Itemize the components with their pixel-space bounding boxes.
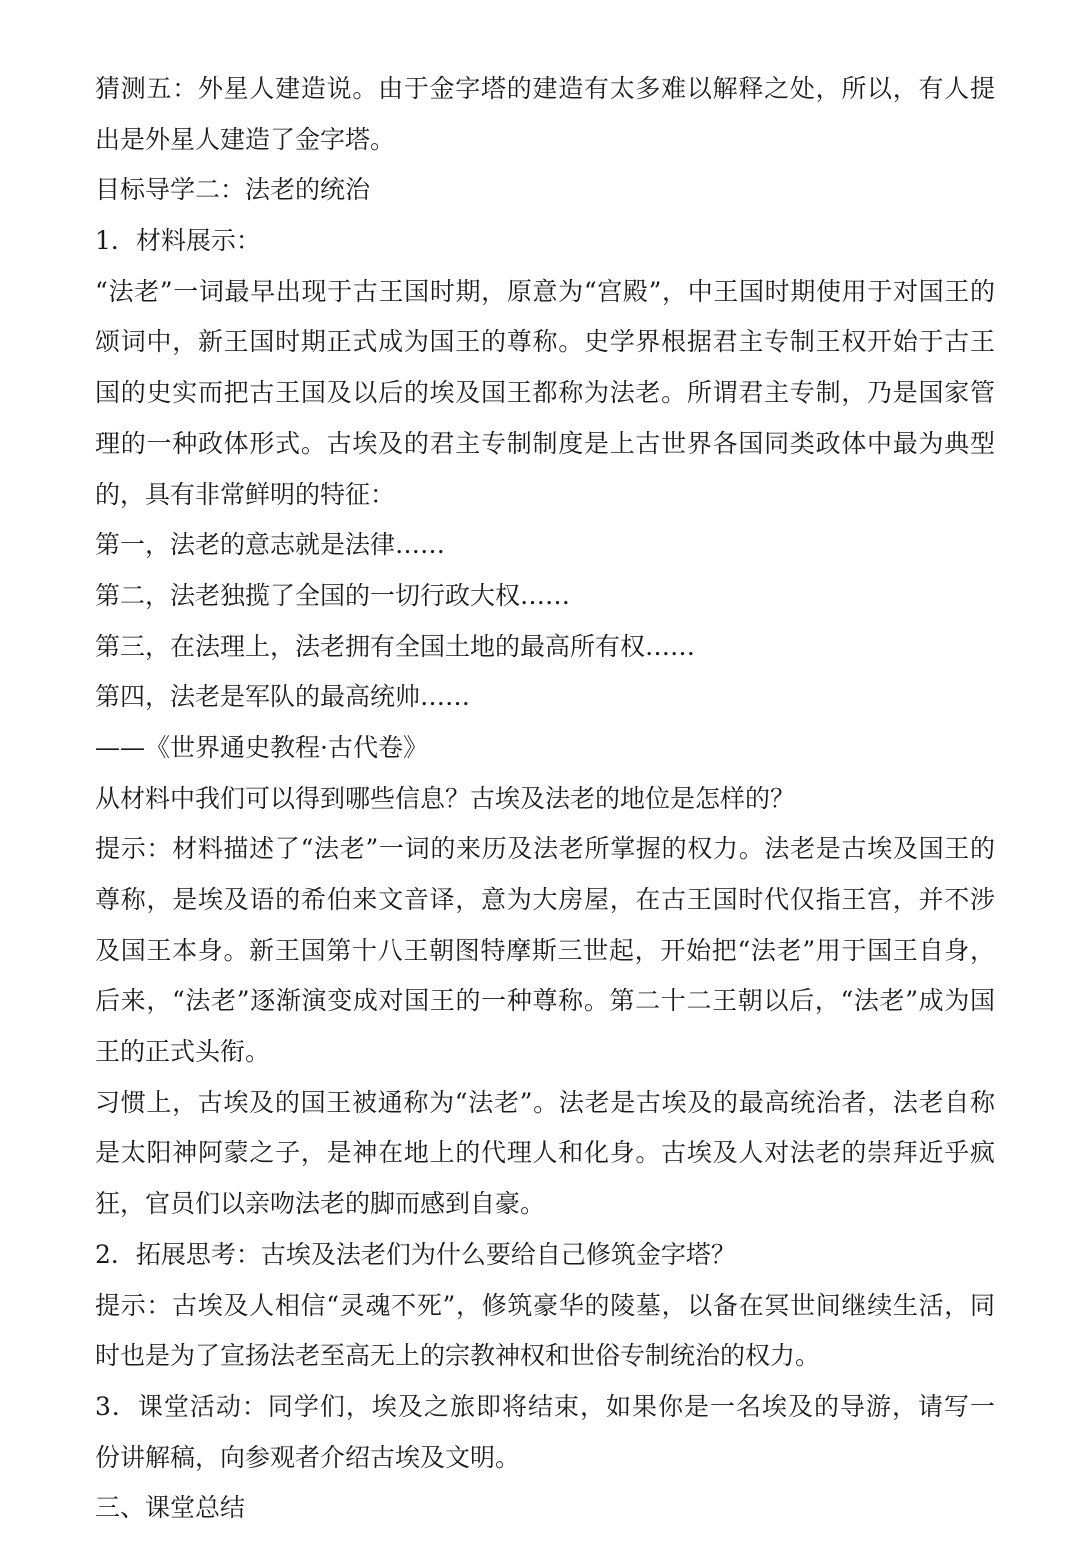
hint-1-line-4: 后来，“法老”逐渐演变成对国王的一种尊称。第二十二王朝以后，“法老”成为国 [95, 986, 995, 1016]
hint-1-line-3: 及国王本身。新王国第十八王朝图特摩斯三世起，开始把“法老”用于国王自身， [95, 935, 995, 965]
feature-third: 第三，在法理上，法老拥有全国土地的最高所有权…… [95, 631, 696, 661]
section-three-class-summary: 三、课堂总结 [95, 1493, 246, 1523]
item-3-class-activity-line-2: 份讲解稿，向参观者介绍古埃及文明。 [95, 1442, 521, 1472]
question-line: 从材料中我们可以得到哪些信息？古埃及法老的地位是怎样的？ [95, 783, 796, 813]
hint-2-line-1: 提示：古埃及人相信“灵魂不死”，修筑豪华的陵墓，以备在冥世间继续生活，同 [95, 1290, 995, 1320]
feature-second: 第二，法老独揽了全国的一切行政大权…… [95, 580, 571, 610]
guess-five-line-2: 出是外星人建造了金字塔。 [95, 124, 396, 154]
guess-five-line-1: 猜测五：外星人建造说。由于金字塔的建造有太多难以解释之处，所以，有人提 [95, 74, 995, 103]
custom-paragraph-line-2: 是太阳神阿蒙之子，是神在地上的代理人和化身。古埃及人对法老的崇拜近乎疯 [95, 1138, 995, 1168]
hint-1-line-1: 提示：材料描述了“法老”一词的来历及法老所掌握的权力。法老是古埃及国王的 [95, 834, 995, 864]
custom-paragraph-line-3: 狂，官员们以亲吻法老的脚而感到自豪。 [95, 1189, 546, 1219]
material-paragraph-line-3: 国的史实而把古王国及以后的埃及国王都称为法老。所谓君主专制，乃是国家管 [95, 378, 995, 408]
material-paragraph-line-4: 理的一种政体形式。古埃及的君主专制制度是上古世界各国同类政体中最为典型 [95, 428, 995, 458]
item-3-class-activity-line-1: 3．课堂活动：同学们，埃及之旅即将结束，如果你是一名埃及的导游，请写一 [95, 1391, 995, 1421]
material-paragraph-line-1: “法老”一词最早出现于古王国时期，原意为“宫殿”，中王国时期使用于对国王的 [95, 276, 995, 306]
feature-first: 第一，法老的意志就是法律…… [95, 530, 446, 560]
material-paragraph-line-2: 颂词中，新王国时期正式成为国王的尊称。史学界根据君主专制王权开始于古王 [95, 327, 995, 357]
feature-fourth: 第四，法老是军队的最高统帅…… [95, 682, 471, 712]
material-paragraph-line-5: 的，具有非常鲜明的特征： [95, 479, 396, 509]
source-citation: ——《世界通史教程·古代卷》 [95, 732, 428, 762]
document-page [95, 64, 995, 1534]
hint-1-line-2: 尊称，是埃及语的希伯来文音译，意为大房屋，在古王国时代仅指王宫，并不涉 [95, 885, 995, 914]
item-2-extended-thinking: 2．拓展思考：古埃及法老们为什么要给自己修筑金字塔？ [95, 1239, 736, 1269]
section-heading-pharaoh-rule: 目标导学二：法老的统治 [95, 175, 371, 205]
custom-paragraph-line-1: 习惯上，古埃及的国王被通称为“法老”。法老是古埃及的最高统治者，法老自称 [95, 1087, 995, 1117]
hint-2-line-2: 时也是为了宣扬法老至高无上的宗教神权和世俗专制统治的权力。 [95, 1341, 821, 1371]
hint-1-line-5: 王的正式头衔。 [95, 1037, 271, 1067]
item-1-material-display: 1．材料展示： [95, 226, 261, 256]
